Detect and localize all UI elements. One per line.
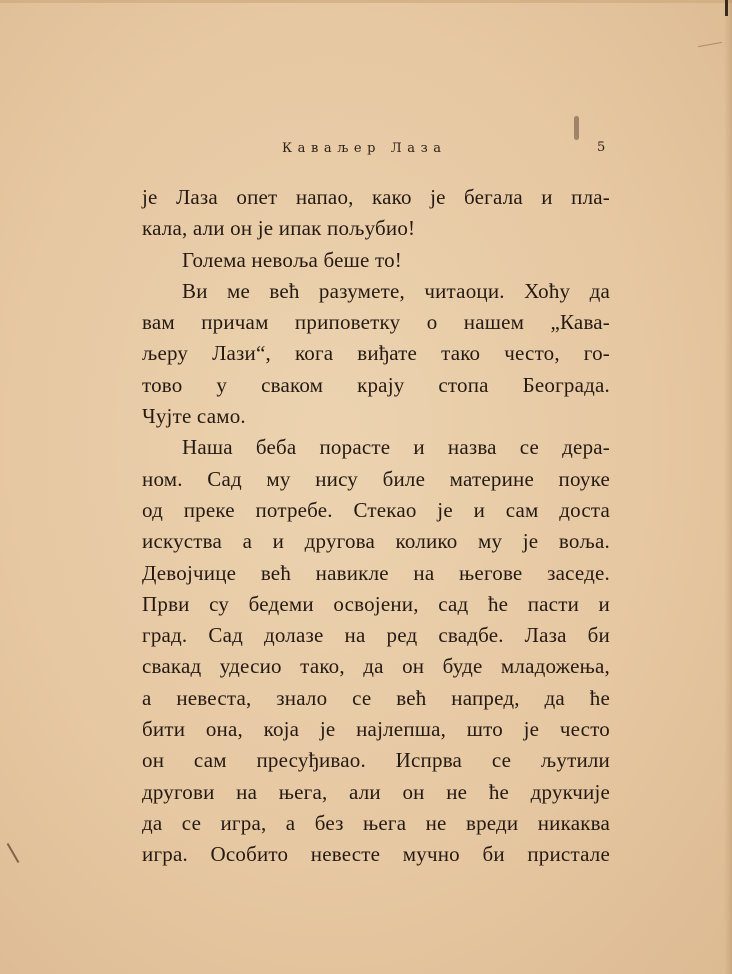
page-corner-mark: [725, 0, 728, 16]
text-line: је Лаза опет напао, како је бегала и пла-: [142, 185, 610, 209]
page-top-edge: [0, 0, 732, 3]
text-line: бити она, која је најлепша, што је често: [142, 717, 610, 742]
text-line: Први су бедеми освојени, сад ће пасти и: [142, 591, 610, 616]
text-line: Голема невоља беше то!: [182, 247, 402, 272]
text-line: да се игра, а без њега не вреди никаква: [142, 810, 610, 835]
paper-blemish-top: [574, 116, 579, 140]
page-right-shadow: [724, 0, 732, 974]
text-line: игра. Особито невесте мучно би пристале: [142, 842, 610, 867]
text-line: кала, али он је ипак пољубио!: [142, 216, 416, 241]
text-line: тово у сваком крају стопа Београда.: [142, 372, 610, 397]
text-line: ном. Сад му нису биле материне поуке: [142, 466, 610, 491]
text-line: вам причам приповетку о нашем „Кава-: [142, 310, 610, 335]
text-line: свакад удесио тако, да он буде младожења,: [142, 654, 610, 679]
running-title: Каваљер Лаза: [282, 141, 447, 156]
text-line: Наша беба порасте и назва се дера-: [182, 435, 610, 460]
body-text: [142, 182, 610, 871]
text-line: а невеста, знало се већ напред, да ће: [142, 685, 610, 710]
text-line: он сам пресуђивао. Испрва се љутили: [142, 748, 610, 773]
paper-blemish-left: [7, 843, 20, 863]
text-line: другови на њега, али он не ће друкчије: [142, 779, 610, 804]
text-line: љеру Лази“, кога виђате тако често, го-: [142, 341, 610, 366]
paper-scratch: [698, 42, 722, 47]
text-line: Чујте само.: [142, 404, 246, 429]
text-line: град. Сад долазе на ред свадбе. Лаза би: [142, 623, 610, 648]
text-line: од преке потребе. Стекао је и сам доста: [142, 497, 610, 522]
text-line: Девојчице већ навикле на његове заседе.: [142, 560, 610, 585]
text-line: искуства а и другова колико му је воља.: [142, 529, 610, 554]
page-number: 5: [597, 140, 606, 155]
text-line: Ви ме већ разумете, читаоци. Хоћу да: [182, 278, 610, 303]
